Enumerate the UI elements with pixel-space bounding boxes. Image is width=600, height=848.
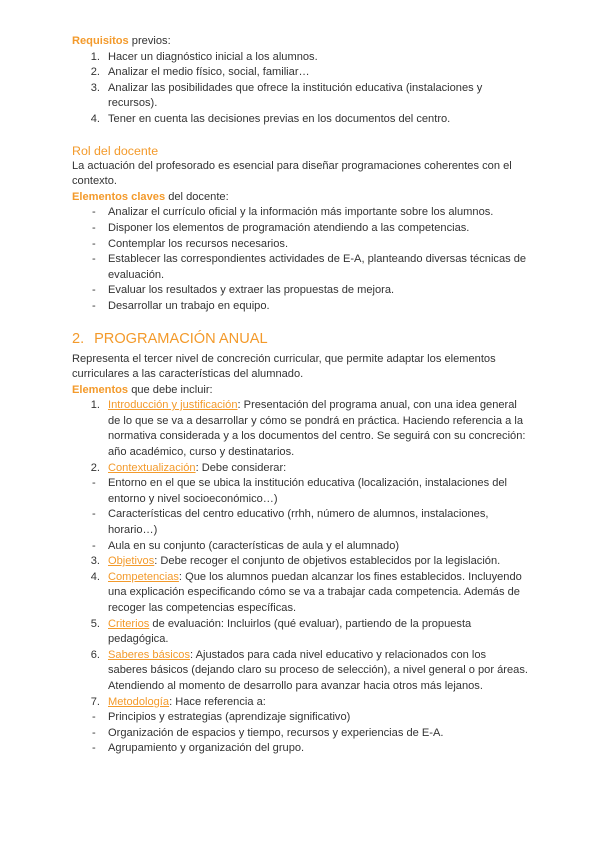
rol-elements-label: Elementos claves bbox=[72, 190, 166, 203]
list-item: 3. Objetivos: Debe recoger el conjunto de objetivos establecidos por la legislación. bbox=[90, 555, 501, 568]
rol-elements-intro: Elementos claves del docente: bbox=[72, 190, 229, 203]
rol-heading: Rol del docente bbox=[72, 143, 159, 158]
list-item: - Aula en su conjunto (características de aula y el alumnado) bbox=[92, 539, 400, 552]
list-item: 6. Saberes básicos: Ajustados para cada nivel educativo y relacionados con los saberes básicos (dejando claro su proceso de selección), a nivel general o por áreas. Atendiendo al momento de desarrollo para avanzar hacia otros más lejanos. bbox=[90, 648, 528, 692]
link-criterios[interactable]: Criterios bbox=[108, 617, 150, 630]
list-item: - Organización de espacios y tiempo, recursos y experiencias de E-A. bbox=[92, 726, 444, 739]
rol-intro: La actuación del profesorado es esencial para diseñar programaciones coherentes con el contexto. bbox=[72, 159, 512, 188]
list-item: - Características del centro educativo (rrhh, número de alumnos, instalaciones, horario…) bbox=[92, 508, 489, 537]
list-item: - Desarrollar un trabajo en equipo. bbox=[92, 299, 270, 312]
list-item: - Evaluar los resultados y extraer las propuestas de mejora. bbox=[92, 284, 395, 297]
link-saberes[interactable]: Saberes básicos bbox=[108, 648, 191, 661]
list-item: 3. Analizar las posibilidades que ofrece la institución educativa (instalaciones y recursos). bbox=[90, 81, 483, 110]
link-introduccion[interactable]: Introducción y justificación bbox=[108, 399, 238, 412]
list-item: - Entorno en el que se ubica la institución educativa (localización, instalaciones del entorno y nivel socioeconómico…) bbox=[92, 477, 508, 505]
link-competencias[interactable]: Competencias bbox=[108, 570, 179, 583]
page-content bbox=[72, 34, 528, 757]
link-metodologia[interactable]: Metodología bbox=[108, 695, 170, 708]
list-item: - Establecer las correspondientes actividades de E-A, planteando diversas técnicas de evaluación. bbox=[92, 253, 527, 281]
requisitos-intro: Requisitos previos: bbox=[72, 35, 171, 47]
section-elements-label: Elementos bbox=[72, 383, 129, 396]
list-item: 2. Analizar el medio físico, social, familiar… bbox=[90, 66, 310, 79]
list-item: - Contemplar los recursos necesarios. bbox=[92, 237, 289, 250]
list-item: - Analizar el currículo oficial y la información más importante sobre los alumnos. bbox=[92, 206, 494, 219]
list-item: - Agrupamiento y organización del grupo. bbox=[92, 742, 305, 755]
link-objetivos[interactable]: Objetivos bbox=[108, 555, 155, 568]
list-item: - Principios y estrategias (aprendizaje significativo) bbox=[92, 711, 351, 724]
requisitos-label: Requisitos bbox=[72, 35, 129, 47]
section-elements-intro: Elementos que debe incluir: bbox=[72, 383, 213, 396]
link-contextualizacion[interactable]: Contextualización bbox=[108, 461, 196, 474]
section-heading: 2. PROGRAMACIÓN ANUAL bbox=[72, 330, 268, 347]
list-item: 7. Metodología: Hace referencia a: bbox=[90, 695, 266, 708]
list-item: 4. Competencias: Que los alumnos puedan alcanzar los fines establecidos. Incluyendo una explicación especificando cómo se va a trabajar cada competencia. Además de recoger las competencias específicas. bbox=[90, 570, 522, 614]
list-item: 1. Hacer un diagnóstico inicial a los alumnos. bbox=[90, 50, 318, 63]
list-item: - Disponer los elementos de programación atendiendo a las competencias. bbox=[92, 221, 470, 234]
list-item: 5. Criterios de evaluación: Incluirlos (qué evaluar), partiendo de la propuesta pedagógica. bbox=[90, 617, 472, 646]
list-item: 2. Contextualización: Debe considerar: bbox=[90, 461, 287, 474]
list-item: 1. Introducción y justificación: Presentación del programa anual, con una idea general de lo que se va a desarrollar y cómo se pondrá en práctica. Haciendo referencia a la normativa considerada y a los documentos del centro. Se seguirá con su concreción: año académico, curso y destinatarios. bbox=[90, 399, 526, 459]
section-intro: Representa el tercer nivel de concreción curricular, que permite adaptar los elementos curriculares a las características del alumnado. bbox=[72, 352, 496, 381]
list-item: 4. Tener en cuenta las decisiones previas en los documentos del centro. bbox=[90, 112, 451, 125]
